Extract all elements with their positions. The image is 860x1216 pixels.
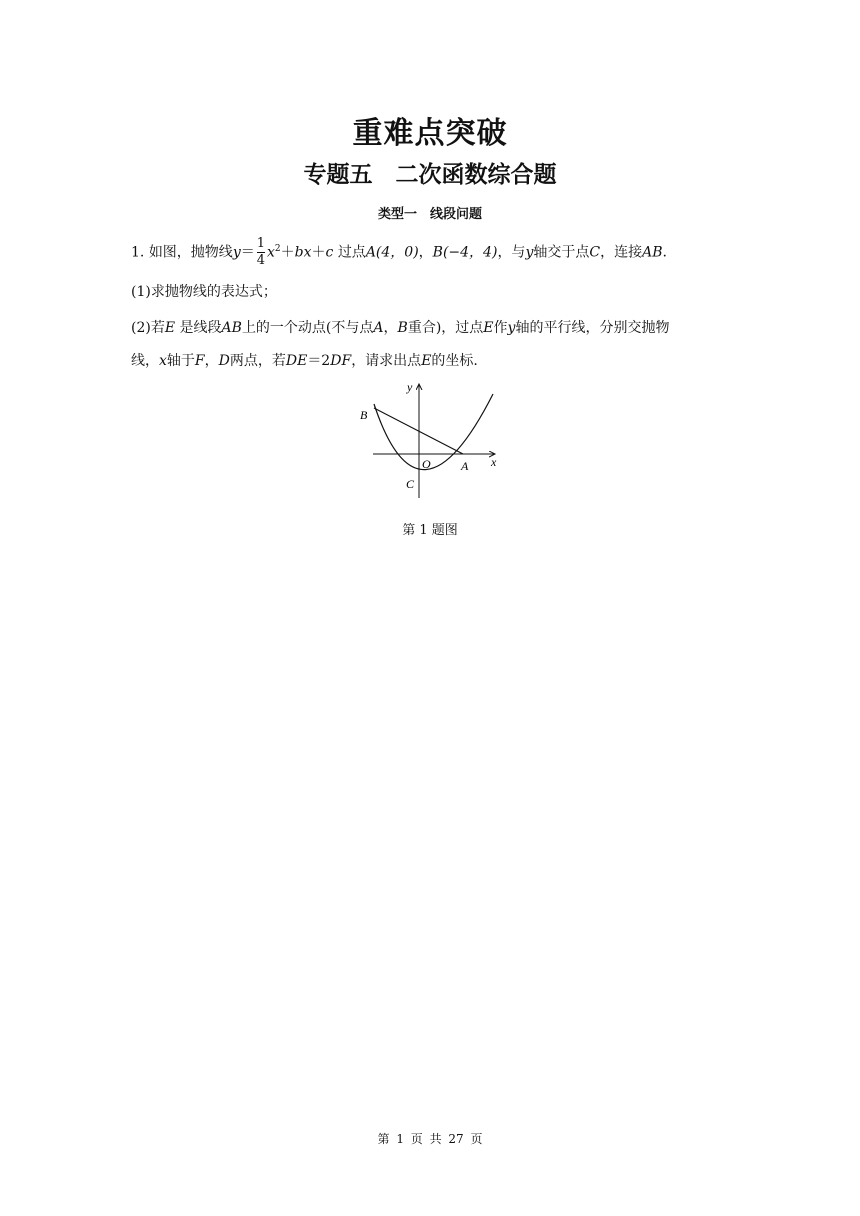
fraction-quarter: $\frac{1}{4}$ — [256, 236, 266, 268]
label-b: B — [360, 408, 368, 422]
question-part-1: (1)求抛物线的表达式； — [131, 284, 277, 300]
question-part-2-line-2: 线，x轴于F，D两点，若DE＝2DF，请求出点E的坐标. — [131, 353, 478, 369]
page-title: 重难点突破 — [352, 116, 508, 151]
label-c: C — [406, 477, 415, 491]
topic-subtitle: 专题五 二次函数综合题 — [303, 162, 557, 188]
question-1-stem: 1. 如图，抛物线y＝ $\frac{1}{4}$ $x^2+bx+c$ 过点A(4，0)，B(−4，4)，与y轴交于点C，连接AB. — [131, 236, 667, 268]
question-part-2-line-1: (2)若E 是线段AB上的一个动点(不与点A，B重合)，过点E作y轴的平行线，分别交抛物 — [131, 320, 670, 336]
parabola-figure — [355, 376, 505, 506]
label-y: y — [407, 380, 413, 394]
point-b-coords: B(−4，4) — [432, 244, 498, 261]
figure-caption: 第 1 题图 — [402, 523, 458, 538]
page-footer: 第 1 页 共 27 页 — [377, 1132, 483, 1146]
label-o: O — [422, 457, 431, 471]
question-intro: 如图，抛物线 — [148, 244, 233, 261]
section-heading: 类型一 线段问题 — [377, 207, 482, 222]
label-a: A — [461, 459, 469, 473]
label-x: x — [491, 455, 497, 469]
parabola-curve — [374, 394, 493, 470]
question-number: 1. — [131, 244, 145, 261]
point-a-coords: A(4，0) — [365, 244, 419, 261]
